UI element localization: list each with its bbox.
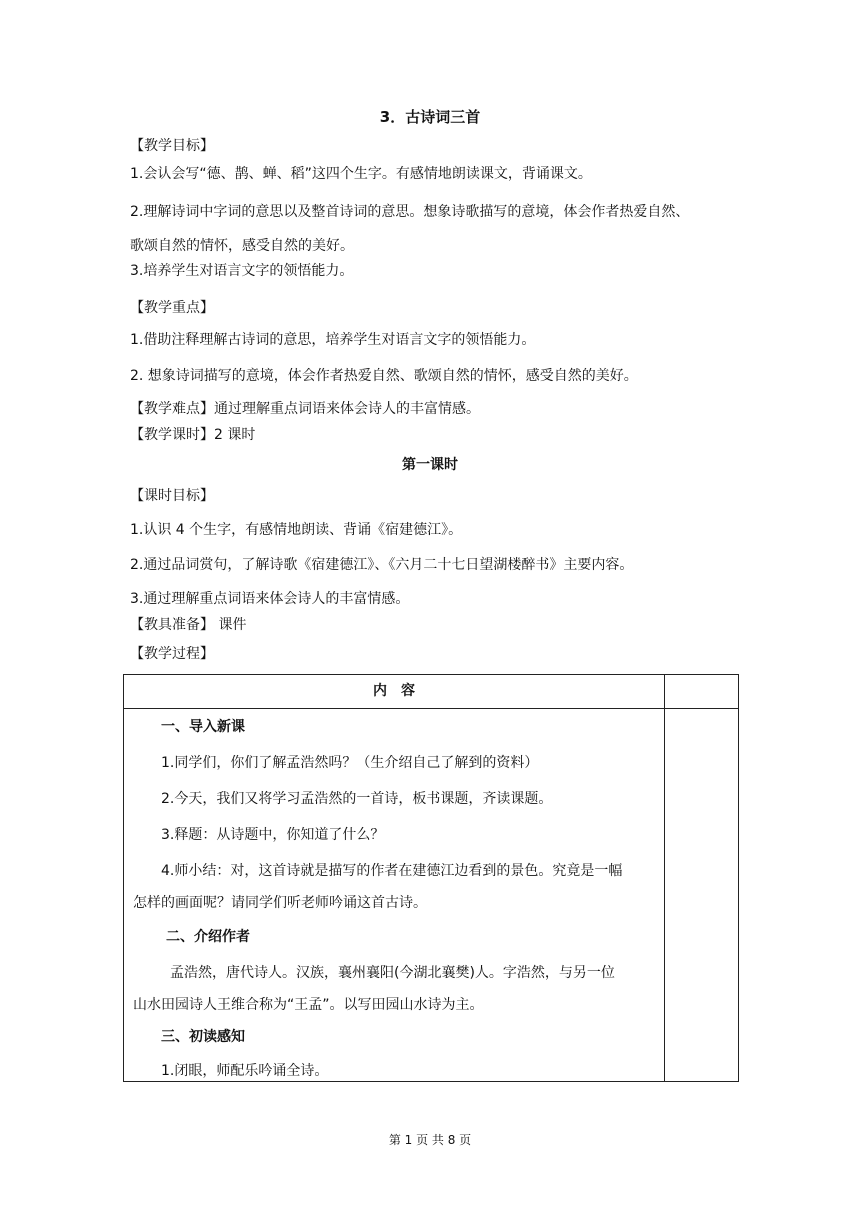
table-header-content: 内 容 (124, 675, 665, 709)
materials-line: 【教具准备】 课件 (130, 617, 247, 633)
key-point-item: 1.借助注释理解古诗词的意思，培养学生对语言文字的领悟能力。 (130, 332, 536, 348)
objectives-heading: 【教学目标】 (130, 138, 214, 154)
content-line: 1.闭眼，师配乐吟诵全诗。 (161, 1063, 329, 1079)
content-line: 山水田园诗人王维合称为“王孟”。以写田园山水诗为主。 (133, 997, 484, 1013)
page-title: 3．古诗词三首 (379, 108, 481, 126)
content-line: 2.今天，我们又将学习孟浩然的一首诗，板书课题，齐读课题。 (161, 791, 553, 807)
content-cell (124, 709, 665, 1082)
content-line: 怎样的画面呢？请同学们听老师吟诵这首古诗。 (133, 895, 427, 911)
key-point-item: 2. 想象诗词描写的意境，体会作者热爱自然、歌颂自然的情怀，感受自然的美好。 (130, 368, 638, 384)
objective-item: 2.理解诗词中字词的意思以及整首诗词的意思。想象诗歌描写的意境，体会作者热爱自然、 (130, 204, 690, 220)
content-line: 1.同学们，你们了解孟浩然吗？（生介绍自己了解到的资料） (161, 755, 539, 771)
content-line: 3.释题：从诗题中，你知道了什么？ (161, 827, 385, 843)
content-line: 4.师小结：对，这首诗就是描写的作者在建德江边看到的景色。究竟是一幅 (161, 863, 623, 879)
periods-line: 【教学课时】2 课时 (130, 427, 256, 443)
objective-item: 1.会认会写“德、鹊、蝉、稻”这四个生字。有感情地朗读课文，背诵课文。 (130, 166, 592, 182)
section-heading: 一、导入新课 (161, 719, 245, 735)
section-heading: 三、初读感知 (161, 1029, 245, 1045)
section-heading: 二、介绍作者 (166, 929, 250, 945)
lesson-heading: 第一课时 (402, 457, 458, 473)
objective-item: 3.培养学生对语言文字的领悟能力。 (130, 263, 354, 279)
process-table (123, 674, 739, 1082)
content-line: 孟浩然，唐代诗人。汉族，襄州襄阳(今湖北襄樊)人。字浩然，与另一位 (170, 965, 615, 981)
goal-item: 2.通过品词赏句，了解诗歌《宿建德江》、《六月二十七日望湖楼醉书》主要内容。 (130, 557, 634, 573)
goal-item: 1.认识 4 个生字，有感情地朗读、背诵《宿建德江》。 (130, 522, 463, 538)
table-row (124, 709, 739, 1082)
page-footer: 第 1 页 共 8 页 (388, 1133, 472, 1147)
goal-item: 3.通过理解重点词语来体会诗人的丰富情感。 (130, 591, 410, 607)
table-header-notes (665, 675, 739, 709)
key-points-heading: 【教学重点】 (130, 300, 214, 316)
difficulty-line: 【教学难点】通过理解重点词语来体会诗人的丰富情感。 (130, 401, 480, 417)
table-header-row (124, 675, 739, 709)
objective-item: 歌颂自然的情怀，感受自然的美好。 (130, 238, 354, 254)
goal-heading: 【课时目标】 (130, 488, 214, 504)
notes-cell (665, 709, 739, 1082)
process-heading: 【教学过程】 (130, 646, 214, 662)
